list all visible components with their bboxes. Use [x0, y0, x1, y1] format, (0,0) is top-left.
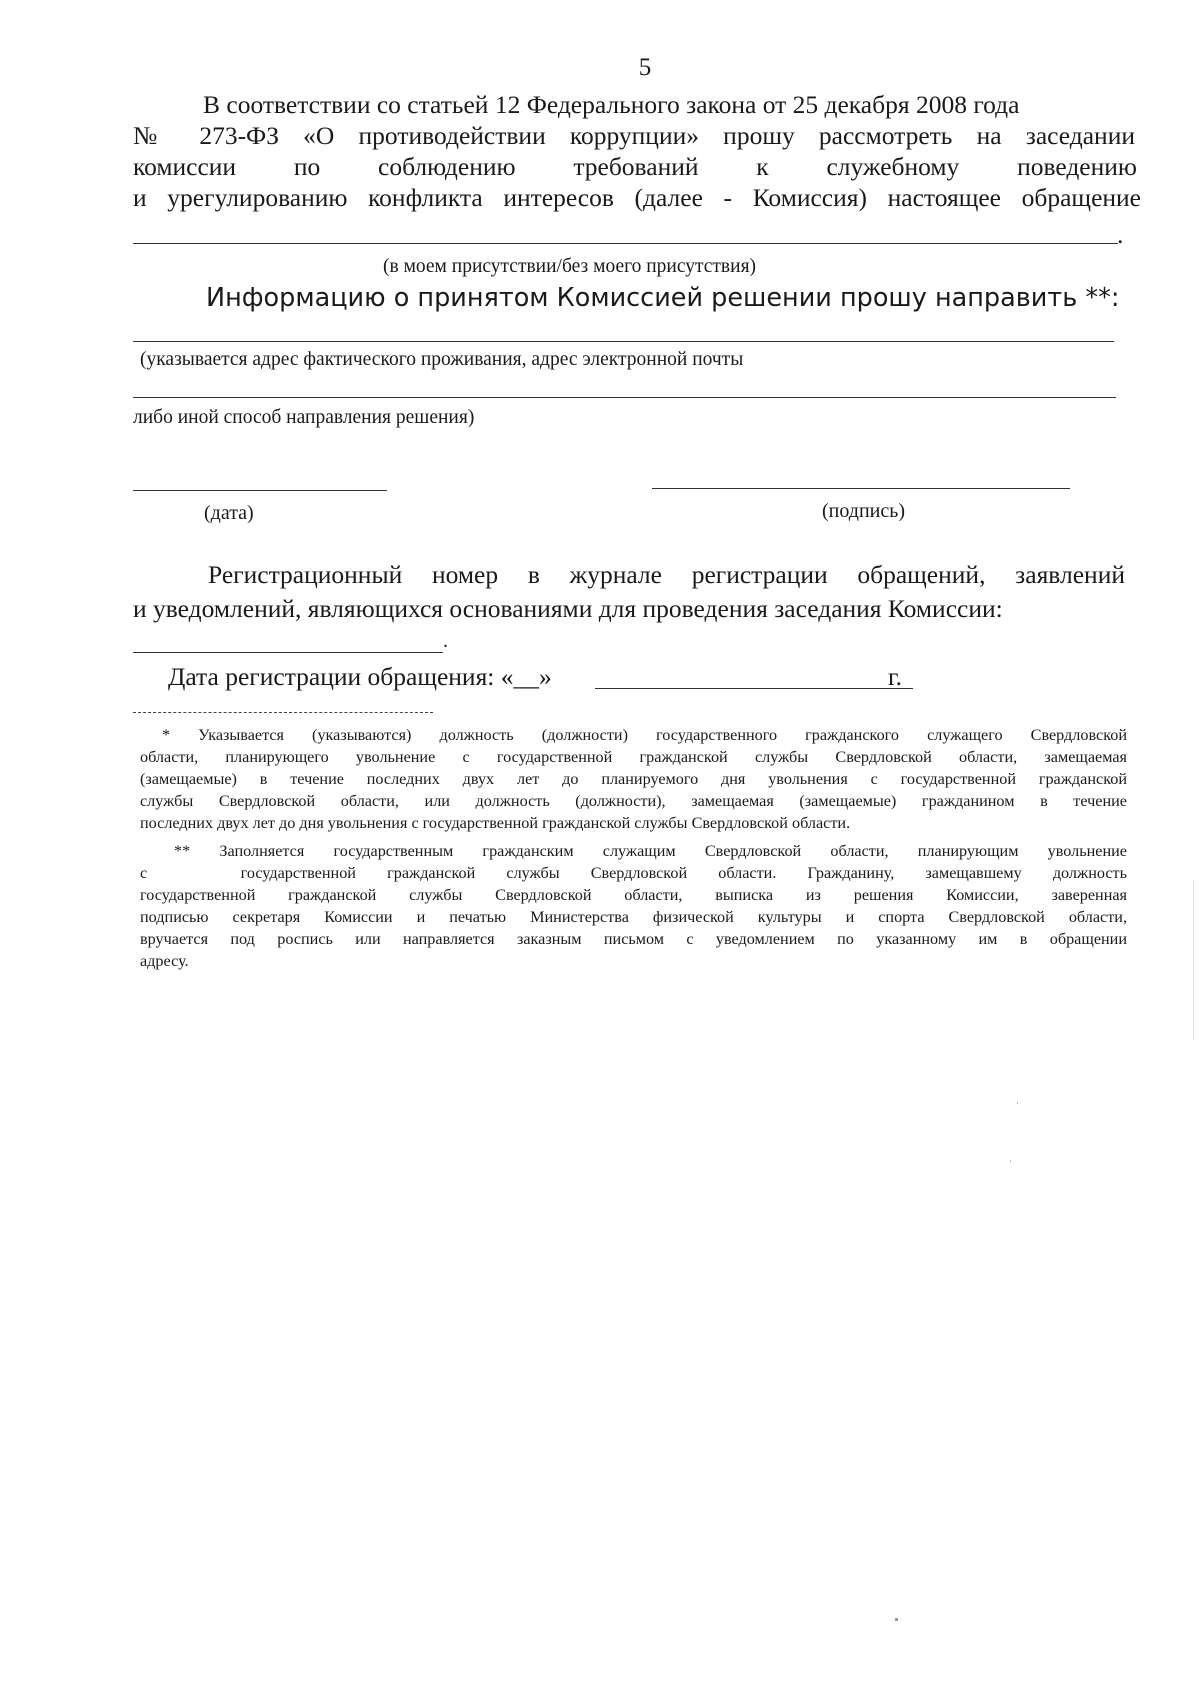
scan-speck — [1017, 1102, 1018, 1104]
date-blank-line — [133, 490, 387, 491]
scan-speck — [895, 1618, 898, 1621]
footnote-2-line-1: ** Заполняется государственным гражданским служащим Свердловской области, планирующим увольнение — [174, 842, 1127, 860]
scan-speck — [1010, 1160, 1011, 1162]
decision-label: Информацию о принятом Комиссией решении прошу направить **: — [206, 283, 1120, 313]
appeal-line-4: и урегулированию конфликта интересов (далее - Комиссия) настоящее обращение — [133, 183, 1141, 212]
footnote-2-line-4: подписью секретаря Комиссии и печатью Министерства физической культуры и спорта Свердловской области, — [140, 908, 1127, 926]
address-caption-1: (указывается адрес фактического проживания, адрес электронной почты — [140, 349, 744, 370]
footnote-separator — [133, 712, 433, 713]
registration-number-blank — [133, 652, 443, 653]
footnote-1-line-2: области, планирующего увольнение с государственной гражданской службы Свердловской области, замещаемая — [140, 748, 1127, 766]
registration-year-suffix: г. — [888, 662, 902, 691]
presence-caption: (в моем присутствии/без моего присутствия) — [383, 256, 757, 277]
appeal-word: по — [293, 152, 321, 181]
footnote-2-line-2: с государственной гражданской службы Свердловской области. Гражданину, замещавшему должность — [140, 864, 1127, 882]
registration-date-label: Дата регистрации обращения: «__» — [168, 662, 552, 691]
footnote-2-line-3: государственной гражданской службы Свердловской области, выписка из решения Комиссии, заверенная — [140, 886, 1127, 904]
presence-line-end: . — [1117, 220, 1124, 249]
address-blank-line-1 — [133, 341, 1114, 342]
appeal-word: поведению — [1017, 152, 1137, 181]
address-blank-line-2 — [133, 397, 1116, 398]
presence-blank-line — [133, 243, 1118, 244]
footnote-1-line-1: * Указывается (указываются) должность (должности) государственного гражданского служащего Свердловской — [162, 726, 1127, 744]
date-caption: (дата) — [204, 502, 254, 524]
registration-date-blank — [595, 688, 913, 689]
registration-number-line-2: и уведомлений, являющихся основаниями для проведения заседания Комиссии: — [133, 594, 1003, 623]
scan-edge-mark — [1193, 880, 1194, 1040]
appeal-word: комиссии — [133, 152, 237, 181]
footnote-1-line-4: службы Свердловской области, или должность (должности), замещаемая (замещаемые) гражданином в течение — [140, 792, 1127, 810]
appeal-word: требований — [573, 152, 699, 181]
footnote-1-line-3: (замещаемые) в течение последних двух лет до планируемого дня увольнения с государственной гражданской — [140, 770, 1127, 788]
footnote-2-line-6: адресу. — [140, 952, 189, 970]
appeal-line-1: В соответствии со статьей 12 Федерального закона от 25 декабря 2008 года — [203, 90, 1020, 119]
footnote-1-line-5: последних двух лет до дня увольнения с государственной гражданской службы Свердловской области. — [140, 814, 851, 832]
footnote-2-line-5: вручается под роспись или направляется заказным письмом с уведомлением по указанному им в обращении — [140, 930, 1127, 948]
registration-number-end: . — [443, 630, 448, 652]
appeal-word: служебному — [826, 152, 960, 181]
signature-caption: (подпись) — [822, 500, 906, 522]
appeal-line-2: № 273-ФЗ «О противодействии коррупции» прошу рассмотреть на заседании — [133, 121, 1135, 150]
registration-number-line-1: Регистрационный номер в журнале регистрации обращений, заявлений — [208, 560, 1125, 589]
page-number: 5 — [638, 54, 652, 81]
appeal-line-3 — [133, 152, 1137, 182]
address-caption-2: либо иной способ направления решения) — [133, 407, 475, 428]
appeal-word: соблюдению — [378, 152, 516, 181]
appeal-word: к — [756, 152, 769, 181]
signature-blank-line — [652, 488, 1070, 489]
